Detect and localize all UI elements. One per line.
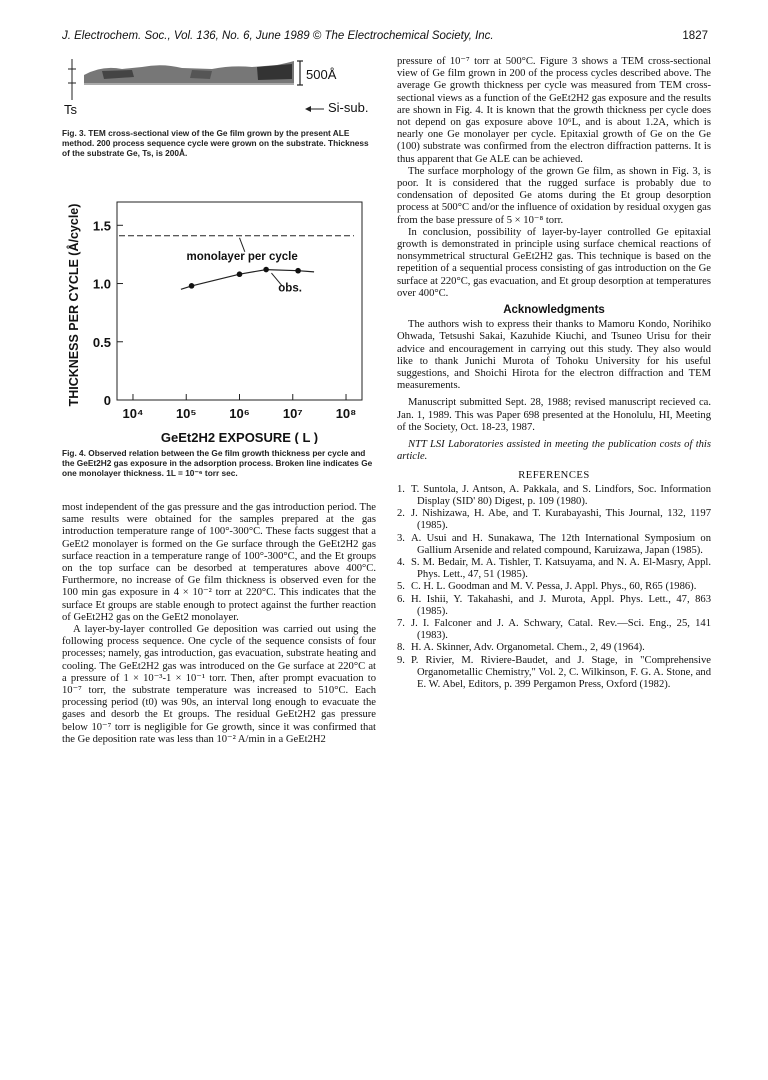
reference-text: J. I. Falconer and J. A. Schwary, Catal. Rev.—Sci. Eng., 25, 141 (1983). xyxy=(411,617,711,642)
running-header xyxy=(62,30,708,46)
obs-data-point xyxy=(295,268,301,274)
scale-bar-label: 500Å xyxy=(306,67,337,82)
reference-text: T. Suntola, J. Antson, A. Pakkala, and S. Lindfors, Soc. Information Display (SID' 80) Digest, p. 109 (1980). xyxy=(411,483,711,507)
right-paragraph-2: The surface morphology of the grown Ge film, as shown in Fig. 3, is poor. It is considered that the rugged surface is probably due to condensation of deposited Ge atoms during the Et group desorption process at 500°C and/or the influence of oxidation by residual oxygen gas from the base pressure of 5 × 10⁻⁸ torr. xyxy=(397,165,711,226)
reference-number: 1. xyxy=(397,483,405,495)
y-tick-label: 1.5 xyxy=(92,218,111,234)
monolayer-annotation-arrow xyxy=(240,238,245,252)
reference-number: 9. xyxy=(397,654,405,666)
acknowledgments-heading: Acknowledgments xyxy=(503,304,605,317)
page-number: 1827 xyxy=(682,30,708,42)
reference-item xyxy=(397,581,711,593)
acknowledgments-text: The authors wish to express their thanks to Mamoru Kondo, Norihiko Ohwada, Tetsushi Sakai, Kazuhide Kiuchi, and Tsuneo Urisu for their advice and encouragement in carrying out this study. They also would like to thank Junichi Murota of Tohoku University for his useful suggestions, and Shoichi Hirota for the electron diffraction and TEM measurements. xyxy=(397,319,711,392)
y-tick-label: 1.0 xyxy=(92,276,111,292)
reference-item xyxy=(397,655,711,692)
right-paragraph-3: In conclusion, possibility of layer-by-layer controlled Ge epitaxial growth is demonstrated in principle using surface chemical reactions of nonsymmetrical structural GeEt2H2 gas. This technique is based on the repetition of a sequential process consisting of gas introduction on the Ge surface at 220°C, gas evacuation, and Et group desorption at temperatures over 400°C. xyxy=(397,226,711,299)
right-column-text xyxy=(397,56,711,691)
obs-data-point xyxy=(189,283,195,289)
reference-item xyxy=(397,557,711,581)
reference-text: C. H. L. Goodman and M. V. Pessa, J. Appl. Phys., 60, R65 (1986). xyxy=(411,581,697,593)
manuscript-note: Manuscript submitted Sept. 28, 1988; revised manuscript recieved ca. Jan. 1, 1989. This was Paper 698 presented at the Honolulu, HI, Meeting of the Society, Oct. 18-23, 1987. xyxy=(397,397,711,433)
references-list xyxy=(397,484,711,691)
left-paragraph-1: most independent of the gas pressure and the gas introduction period. The same results were obtained for the samples prepared at the gas introduction temperature range of 100°-300°C. These facts suggest that a GeEt2 monolayer is formed on the Ge surface through the GeEt2H2 gas surface reaction in a temperature range of 100°-300°C, and the Et groups on the top surface can be desorbed at temperatures above 400°C. Furthermore, no increase of Ge film thickness is observed even for the 100 min gas exposure in 4 × 10⁻² torr at 220°C. This indicates that the surface Et groups are stable enough to protect against the further reaction of GeEt2H2 gas on the GeEt2 monolayer. xyxy=(62,502,376,623)
reference-number: 2. xyxy=(397,508,405,520)
reference-item xyxy=(397,508,711,532)
reference-text: H. A. Skinner, Adv. Organometal. Chem., 2, 49 (1964). xyxy=(411,642,645,654)
obs-data-point xyxy=(263,267,269,273)
x-tick-label: 10⁷ xyxy=(282,406,303,421)
reference-number: 4. xyxy=(397,556,405,568)
reference-item xyxy=(397,618,711,642)
fig3-tem-image xyxy=(62,55,376,125)
reference-item xyxy=(397,594,711,618)
x-tick-label: 10⁶ xyxy=(229,406,250,421)
y-tick-label: 0.5 xyxy=(92,334,111,350)
x-tick-label: 10⁸ xyxy=(335,406,357,421)
fig4-chart xyxy=(62,182,376,444)
reference-text: J. Nishizawa, H. Abe, and T. Kurabayashi, This Journal, 132, 1197 (1985). xyxy=(411,508,711,532)
reference-number: 3. xyxy=(397,532,405,544)
fig4-caption: Fig. 4. Observed relation between the Ge film growth thickness per cycle and the GeEt2H2 gas exposure in the adsorption process. Broken line indicates Ge one monolayer thickness. 1L = 10⁻⁶ torr sec. xyxy=(62,448,373,478)
left-column-text xyxy=(62,502,376,746)
reference-number: 8. xyxy=(397,642,405,654)
ntt-note: NTT LSI Laboratories assisted in meeting the publication costs of this article. xyxy=(397,439,711,463)
x-tick-label: 10⁵ xyxy=(175,406,197,421)
reference-item xyxy=(397,484,711,508)
reference-number: 7. xyxy=(397,617,405,629)
references-heading: REFERENCES xyxy=(518,469,590,481)
x-tick-label: 10⁴ xyxy=(122,406,144,421)
fig3-caption: Fig. 3. TEM cross-sectional view of the Ge film grown by the present ALE method. 200 process sequence cycle were grown on the substrate. Thickness of the substrate Ge, Ts, is 200Å. xyxy=(62,128,369,158)
x-axis-label: GeEt2H2 EXPOSURE ( L ) xyxy=(160,430,319,444)
y-tick-label: 0 xyxy=(103,393,111,408)
y-axis-label: THICKNESS PER CYCLE (Å/cycle) xyxy=(67,203,81,407)
reference-item xyxy=(397,642,711,654)
reference-item xyxy=(397,533,711,557)
reference-text: P. Rivier, M. Riviere-Baudet, and J. Stage, in "Comprehensive Organometallic Chemistry," Vol. 2, C. Wilkinson, F. G. A. Stone, and E. W. Abel, Editors, p. 399 Pergamon Press, Oxford (1982). xyxy=(411,654,711,690)
reference-number: 5. xyxy=(397,581,405,593)
reference-text: A. Usui and H. Sunakawa, The 12th International Symposium on Gallium Arsenide and related compound, Karuizawa, Japan (1985). xyxy=(411,532,711,556)
right-paragraph-1: pressure of 10⁻⁷ torr at 500°C. Figure 3 shows a TEM cross-sectional view of Ge film grown in 200 of the process cycles described above. The average Ge growth thickness per cycle was measured from TEM cross-sectional views as a function of the GeEt2H2 gas exposure and the results are shown in Fig. 4. It is known that the growth thickness per cycle does not depend on gas exposure above 10⁶L, and is about 1.2A, which is nearly one Ge monolayer per cycle. Epitaxial growth of Ge on the Ge (100) substrate was confirmed from the electron diffraction patterns. It is thus apparent that Ge ALE can be achieved. xyxy=(397,56,711,165)
obs-label: obs. xyxy=(278,282,302,295)
reference-text: H. Ishii, Y. Takahashi, and J. Murota, Appl. Phys. Lett., 47, 863 (1985). xyxy=(411,593,711,617)
reference-text: S. M. Bedair, M. A. Tishler, T. Katsuyama, and N. A. El-Masry, Appl. Phys. Lett., 47, 51 (1985). xyxy=(411,556,711,581)
left-paragraph-2: A layer-by-layer controlled Ge deposition was carried out using the following process sequence. One cycle of the sequence consists of four processes; namely, gas introduction, gas evacuation, substrate heating and cooling. The GeEt2H2 gas was introduced on the Ge surface at 220°C at a pressure of 1 × 10⁻³-1 × 10⁻¹ torr. Then, after prompt evacuation to 10⁻⁷ torr, the substrate temperature was increased to 510°C. Each processing period (t0) was 90s, an interval long enough to evacuate the gases and desorb the Et groups. The residual GeEt2H2 gas pressure below 10⁻⁷ torr is negligible for Ge growth, since it was confirmed that the Ge deposition rate was less than 10⁻² A/min in a GeEt2H2 xyxy=(62,624,376,745)
chart-svg xyxy=(62,182,376,444)
monolayer-label: monolayer per cycle xyxy=(186,250,298,263)
si-sub-label: Si-sub. xyxy=(328,100,369,115)
ts-label: Ts xyxy=(64,102,77,117)
journal-citation: J. Electrochem. Soc., Vol. 136, No. 6, June 1989 © The Electrochemical Society, Inc. xyxy=(62,30,494,42)
obs-data-point xyxy=(237,271,243,277)
reference-number: 6. xyxy=(397,593,405,605)
plot-frame xyxy=(117,202,362,400)
